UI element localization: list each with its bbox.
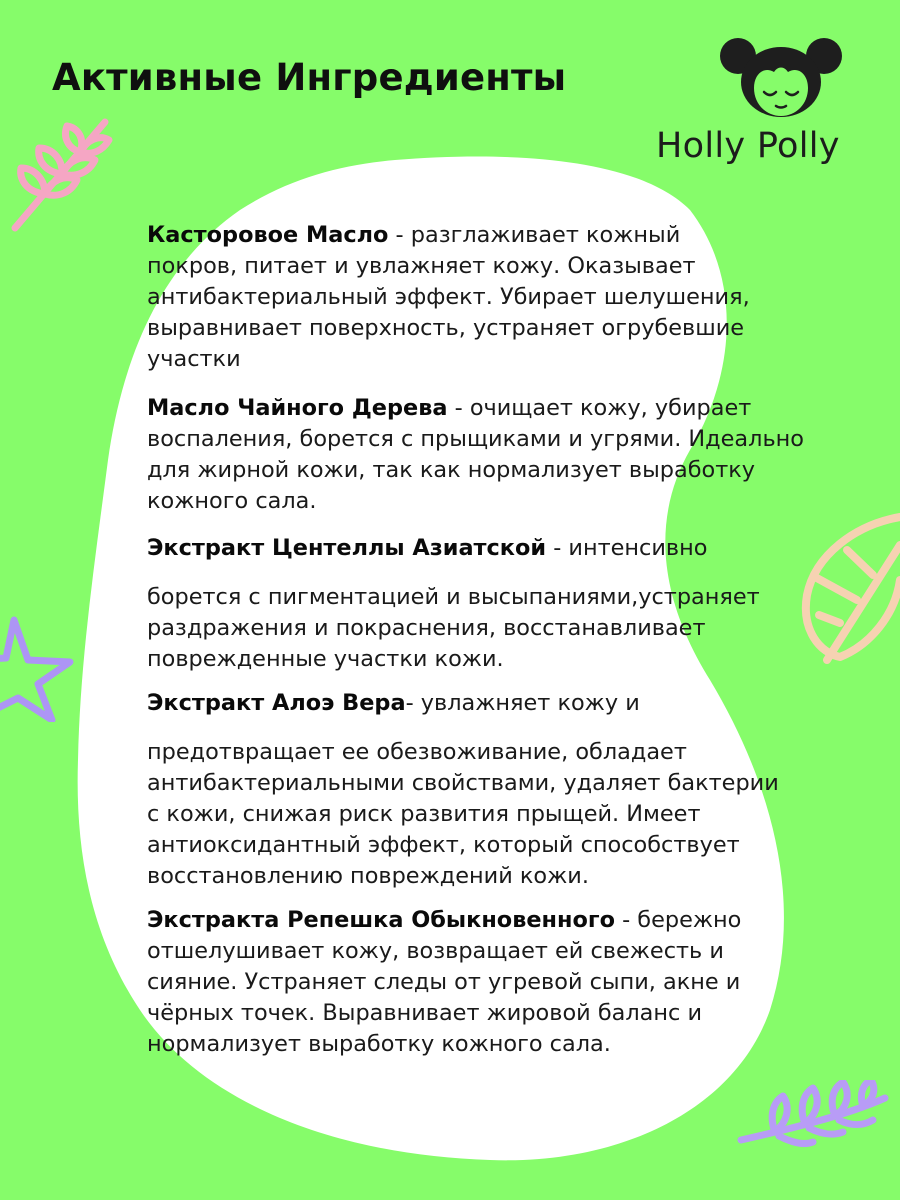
ingredient-line: сияние. Устраняет следы от угревой сыпи, акне и — [147, 969, 741, 995]
ingredient-first-line — [147, 533, 760, 564]
ingredient-separator: - — [546, 535, 569, 561]
ingredient-name: Касторовое Масло — [147, 222, 389, 248]
ingredient-line: участки — [147, 346, 241, 372]
ingredient-line: антиоксидантный эффект, который способствует — [147, 832, 740, 858]
ingredient-text: интенсивно — [568, 535, 708, 561]
ingredient-name: Экстракта Репешка Обыкновенного — [147, 907, 615, 933]
ingredient-line: для жирной кожи, так как нормализует выработку — [147, 457, 756, 483]
ingredient-line: борется с пигментацией и высыпаниями,устраняет — [147, 584, 760, 610]
ingredient-text: увлажняет кожу и — [420, 690, 640, 716]
ingredient-agrimony — [147, 905, 741, 1060]
ingredient-line: нормализует выработку кожного сала. — [147, 1031, 611, 1057]
wheat-icon — [5, 110, 120, 235]
ingredient-name: Экстракт Алоэ Вера — [147, 690, 406, 716]
girl-logo-icon — [716, 36, 846, 118]
ingredient-first-line — [147, 905, 741, 936]
ingredient-first-line — [147, 688, 779, 719]
ingredient-text: бережно — [637, 907, 742, 933]
leaf-icon — [795, 505, 900, 665]
ingredient-line: восстановлению повреждений кожи. — [147, 863, 589, 889]
ingredient-line: антибактериальными свойствами, удаляет бактерии — [147, 770, 779, 796]
ingredient-separator: - — [447, 395, 470, 421]
ingredient-name: Масло Чайного Дерева — [147, 395, 448, 421]
ingredient-text: разглаживает кожный — [410, 222, 681, 248]
ingredient-name: Экстракт Центеллы Азиатской — [147, 535, 547, 561]
ingredient-line: предотвращает ее обезвоживание, обладает — [147, 739, 687, 765]
ingredient-line: отшелушивает кожу, возвращает ей свежесть и — [147, 938, 724, 964]
ingredient-separator: - — [614, 907, 638, 933]
ingredient-text: очищает кожу, убирает — [469, 395, 752, 421]
ingredient-castor-oil — [147, 220, 750, 375]
star-icon — [0, 612, 80, 722]
sprig-icon — [735, 1080, 895, 1150]
ingredient-separator: - — [388, 222, 411, 248]
ingredient-line: выравнивает поверхность, устраняет огрубевшие — [147, 315, 745, 341]
ingredient-line: с кожи, снижая риск развития прыщей. Имеет — [147, 801, 701, 827]
ingredient-line: раздражения и покраснения, восстанавливает — [147, 615, 706, 641]
ingredient-first-line — [147, 393, 804, 424]
ingredient-line: чёрных точек. Выравнивает жировой баланс и — [147, 1000, 702, 1026]
ingredient-first-line — [147, 220, 750, 251]
ingredient-tea-tree-oil — [147, 393, 804, 517]
page-title: Активные Ингредиенты — [52, 56, 567, 99]
ingredient-centella — [147, 533, 760, 675]
ingredient-line: поврежденные участки кожи. — [147, 646, 504, 672]
ingredient-aloe-vera — [147, 688, 779, 892]
brand-name: Holly Polly — [656, 126, 840, 166]
ingredient-line: кожного сала. — [147, 488, 317, 514]
ingredient-line: покров, питает и увлажняет кожу. Оказывает — [147, 253, 696, 279]
ingredient-line: антибактериальный эффект. Убирает шелушения, — [147, 284, 750, 310]
ingredient-line: воспаления, борется с прыщиками и угрями. Идеально — [147, 426, 805, 452]
ingredient-separator: - — [405, 690, 421, 716]
